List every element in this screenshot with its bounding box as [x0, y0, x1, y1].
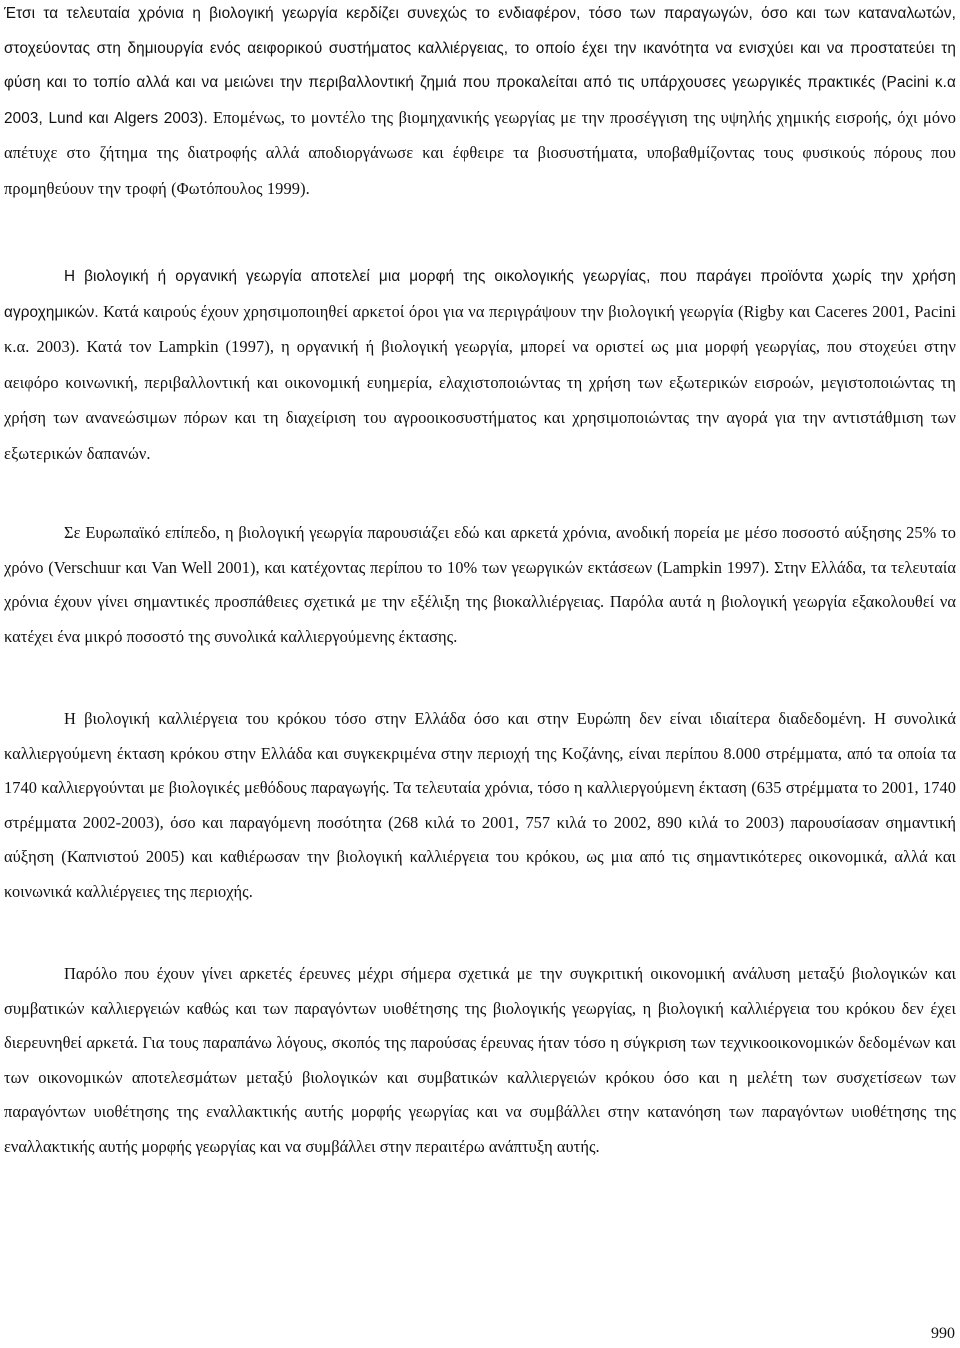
paragraph-1-sans-text: Έτσι τα τελευταία χρόνια η βιολογική γεωργία κερδίζει συνεχώς το ενδιαφέρον, τόσο των παραγωγών, όσο και των καταναλωτών, στοχεύοντας στη δημιουργία ενός αειφορικού συστήματος καλλιέργειας, το οποίο έχει την ικανότητα να ενισχύει και να προστατεύει τη φύση και το τοπίο αλλά και να μειώνει την περιβαλλοντική ζημιά που προκαλείται από τις υπάρχουσες γεωργικές πρακτικές (Pacini κ.α 2003, Lund και Algers 2003). [4, 5, 956, 127]
paragraph-1 [4, 0, 956, 208]
paragraph-3: Σε Ευρωπαϊκό επίπεδο, η βιολογική γεωργία παρουσιάζει εδώ και αρκετά χρόνια, ανοδική πορεία με μέσο ποσοστό αύξησης 25% το χρόνο (Verschuur και Van Well 2001), και κατέχοντας περίπου το 10% των γεωργικών εκτάσεων (Lampkin 1997). Στην Ελλάδα, τα τελευταία χρόνια έχουν γίνει σημαντικές προσπάθειες σχετικά με την εξέλιξη της βιοκαλλιέργειας. Παρόλα αυτά η βιολογική γεωργία εξακολουθεί να κατέχει ένα μικρό ποσοστό της συνολικά καλλιεργούμενης έκτασης. [4, 523, 956, 646]
paragraph-2-sans-text: Η βιολογική ή οργανική γεωργία αποτελεί μια μορφή της οικολογικής γεωργίας, που παράγει προϊόντα χωρίς την χρήση αγροχημικών. [4, 268, 956, 321]
paragraph-1-serif-text: Επομένως, το μοντέλο της βιομηχανικής γεωργίας με την προσέγγιση της υψηλής χημικής εισροής, όχι μόνο απέτυχε στο ζήτημα της διατροφής αλλά αποδιοργάνωσε και έφθειρε τα βιοσυστήματα, υποβαθμίζοντας τους φυσικούς πόρους που προμηθεύουν την τροφή (Φωτόπουλος 1999). [4, 107, 957, 198]
paragraph-2 [4, 260, 956, 473]
paragraph-5: Παρόλο που έχουν γίνει αρκετές έρευνες μέχρι σήμερα σχετικά με την συγκριτική οικονομική ανάλυση μεταξύ βιολογικών και συμβατικών καλλιεργειών καθώς και των παραγόντων υιοθέτησης της βιολογικής γεωργίας, η βιολογική καλλιέργεια του κρόκου δεν έχει διερευνηθεί αρκετά. Για τους παραπάνω λόγους, σκοπός της παρούσας έρευνας ήταν τόσο η σύγκριση των τεχνικοοικονομικών δεδομένων και των οικονομικών αποτελεσμάτων μεταξύ βιολογικών και συμβατικών καλλιεργειών κρόκου όσο και η μελέτη των συσχετίσεων των παραγόντων υιοθέτησης της εναλλακτικής αυτής μορφής γεωργίας και να συμβάλλει στην κατανόηση των παραγόντων υιοθέτησης της εναλλακτικής αυτής μορφής γεωργίας και να συμβάλλει στην περαιτέρω ανάπτυξη αυτής. [4, 964, 956, 1156]
paragraph-2-serif-text: Κατά καιρούς έχουν χρησιμοποιηθεί αρκετοί όροι για να περιγράψουν την βιολογική γεωργία (Rigby και Caceres 2001, Pacini κ.α. 2003). Κατά τον Lampkin (1997), η οργανική ή βιολογική γεωργία, μπορεί να οριστεί ως μια μορφή γεωργίας, που στοχεύει στην αειφόρο κοινωνική, περιβαλλοντική και οικονομική ευημερία, ελαχιστοποιώντας τη χρήση των εξωτερικών εισροών, μεγιστοποιώντας τη χρήση των ανανεώσιμων πόρων και τη διαχείριση του αγροοικοσυστήματος και χρησιμοποιώντας την αγορά για την αντιστάθμιση των εξωτερικών δαπανών. [4, 301, 956, 463]
paragraph-4: Η βιολογική καλλιέργεια του κρόκου τόσο στην Ελλάδα όσο και στην Ευρώπη δεν είναι ιδιαίτερα διαδεδομένη. Η συνολικά καλλιεργούμενη έκταση κρόκου στην Ελλάδα και συγκεκριμένα στην περιοχή της Κοζάνης, είναι περίπου 8.000 στρέμματα, από τα οποία τα 1740 καλλιεργούνται με βιολογικές μεθόδους παραγωγής. Τα τελευταία χρόνια, τόσο η καλλιεργούμενη έκταση (635 στρέμματα το 2001, 1740 στρέμματα 2002-2003), όσο και παραγόμενη ποσότητα (268 κιλά το 2001, 757 κιλά το 2002, 890 κιλά το 2003) παρουσίασαν σημαντική αύξηση (Καπνιστού 2005) και καθιέρωσαν την βιολογική καλλιέργεια του κρόκου, ως μια από τις σημαντικότερες οικονομικά, αλλά και κοινωνικά καλλιέργειες της περιοχής. [4, 709, 956, 901]
page-number: 990 [931, 1325, 955, 1342]
